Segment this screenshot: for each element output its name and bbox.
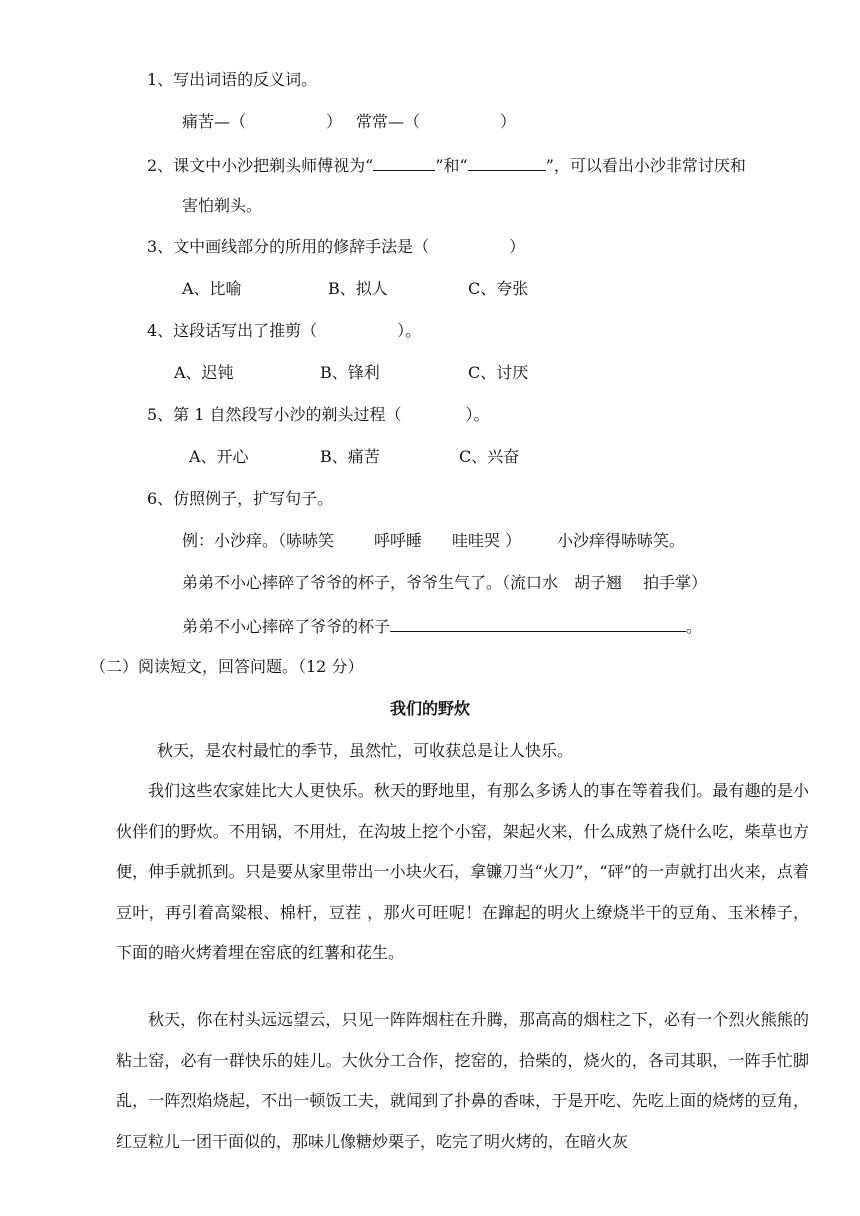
- passage-title: 我们的野炊: [389, 699, 470, 718]
- question-6: 6、仿照例子，扩写句子。: [147, 489, 334, 508]
- example-sentence-c: 哇哇哭 ）: [452, 531, 522, 550]
- option-b: B、锋利: [320, 363, 380, 382]
- option-c: C、夸张: [468, 279, 529, 298]
- question-2: [147, 153, 746, 177]
- question-6-answer: [182, 614, 702, 638]
- option-a: A、开心: [189, 447, 249, 466]
- question-2-part-2: ”和“: [435, 156, 468, 175]
- passage-paragraph-2: 我们这些农家娃比大人更快乐。秋天的野地里，有那么多诱人的事在等着我们。最有趣的是小伙伴们的野炊。不用锅，不用灶，在沟坡上挖个小窑，架起火来，什么成熟了烧什么吃，柴草也方便，伸手就抓到。只是要从家里带出一小块火石，拿镰刀当“火刀”，“砰”的一声就打出火来，点着豆叶，再引着高粱根、棉杆，豆茬 ，那火可旺呢！在蹿起的明火上缭烧半干的豆角、玉米棒子，下面的暗火烤着埋在窑底的红薯和花生。: [116, 781, 809, 962]
- question-1: 1、写出词语的反义词。: [147, 70, 318, 89]
- passage-paragraph-1: 秋天，是农村最忙的季节，虽然忙，可收获总是让人快乐。: [157, 741, 574, 760]
- question-5: 5、第 1 自然段写小沙的剃头过程（ ）。: [147, 405, 490, 424]
- option-c: C、兴奋: [459, 447, 520, 466]
- option-a: A、比喻: [182, 279, 242, 298]
- answer-blank-line: [390, 614, 686, 632]
- question-4: 4、这段话写出了推剪（ ）。: [147, 321, 422, 340]
- option-b: B、拟人: [328, 279, 388, 298]
- question-2-part-3: ”，可以看出小沙非常讨厌和: [545, 156, 746, 175]
- option-a: A、迟钝: [174, 363, 234, 382]
- blank-line: [373, 153, 435, 171]
- option-c: C、讨厌: [468, 363, 529, 382]
- section-2-heading: （二）阅读短文，回答问题。（12 分）: [90, 657, 364, 676]
- answer-prefix: 弟弟不小心摔碎了爷爷的杯子: [182, 617, 391, 636]
- answer-suffix: 。: [686, 617, 703, 636]
- question-1-pair-1: 痛苦—（ ）: [182, 112, 343, 131]
- question-3: 3、文中画线部分的所用的修辞手法是（ ）: [147, 237, 526, 256]
- example-sentence-d: 小沙痒得哧哧笑。: [557, 531, 686, 550]
- option-b: B、痛苦: [320, 447, 380, 466]
- example-sentence-a: 例：小沙痒。（哧哧笑: [182, 531, 335, 550]
- question-1-pair-2: 常常—（ ）: [356, 112, 517, 131]
- example-sentence-b: 呼呼睡: [374, 531, 423, 550]
- question-2-continued: 害怕剃头。: [182, 196, 263, 215]
- question-2-part-1: 2、课文中小沙把剃头师傅视为“: [147, 156, 374, 175]
- passage-paragraph-3: 秋天，你在村头远远望云，只见一阵阵烟柱在升腾，那高高的烟柱之下，必有一个烈火熊熊的粘土窑，必有一群快乐的娃儿。大伙分工合作，挖窑的，拾柴的，烧火的，各司其职，一阵手忙脚乱，一阵烈焰烧起，不出一顿饭工夫，就闻到了扑鼻的香味，于是开吃、先吃上面的烧烤的豆角，红豆粒儿一团干面似的，那味儿像糖炒栗子，吃完了明火烤的，在暗火灰: [116, 1010, 809, 1151]
- question-6-task: 弟弟不小心摔碎了爷爷的杯子，爷爷生气了。（流口水 胡子翘 拍手掌）: [182, 573, 708, 592]
- blank-line: [468, 153, 546, 171]
